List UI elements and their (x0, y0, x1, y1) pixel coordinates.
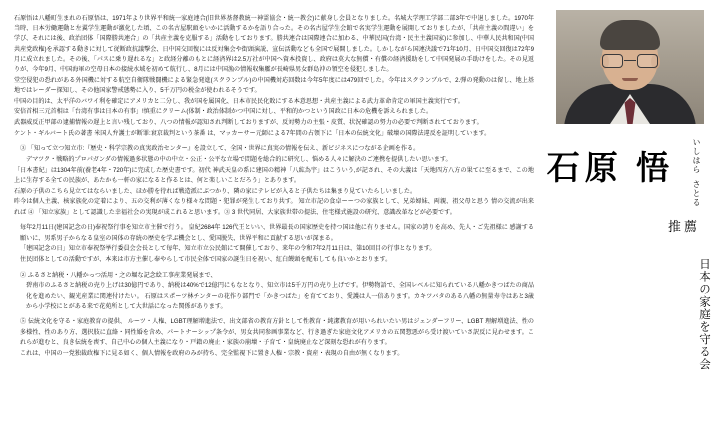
paragraph: 「日本書紀」は1304年前(養老4年・720年)に完成した歴史書です。初代 神武天皇の系に建国の精神「八紘為宇」はこういう,が記され、その大義は「天地四方八方の果てに至るまで、この地上に生存する全ての民族が、あたかも一軒の家になると作るとは、何と楽しいことだろう」とあります。 (14, 166, 534, 185)
glasses-bridge (624, 60, 636, 61)
organization-name: 日本の家庭を守る会 (698, 258, 710, 371)
paragraph: 昨今は個人主義、核家族化の定着により、五の交利が薄くなり様々な問題・犯罪が発生しており共す。 知立市記の食卓ーーつの家族として、兄弟婦妹、両親、祖父母と思う 情の交流が出来れば ④ 「知立家族」として認識した幸福社会の実現が成これると思います。③ 3 世代同居、大家族世帯の提法、住宅様式施設の研究、意識改革などが必要です。 (14, 198, 534, 216)
paragraph: 中国の目的は、太平洋のバワイ利を確定にアメリカと二分し、我が国を属国化、日本市民民化敗にする本意思想・共産主義による武力革命肯定の軍国主義実行です。 (14, 97, 464, 105)
lens-left (602, 54, 623, 68)
mouth-shape (622, 78, 638, 81)
portrait-photo (556, 10, 706, 128)
paragraph: デマツク・戦略的プロパガンダの情報過多状態の中の中立・公正・公平な立場で問題を総合的に研究し、悩める人々に解決のご連携を提供したい思います。 (26, 156, 452, 164)
document-body-text (14, 14, 534, 359)
furigana-givenname: さとる (692, 180, 701, 207)
paragraph: 堂空侵犯の恐れがある外国機に対する航空自衛隊戦闘機による緊急発進(スクランブル)の中国機対応回数は今年5年度には479回でした。今年はスクランブルで、2.弾の発動のは留し、地上基地ではレーダー探知し、その他国家警戒態勢に入り、5千万円の税金が使われるそうです。 (14, 76, 534, 94)
paragraph: ② ふるさと納税・八幡かっつ活用・之の堀な記念絵工事産業発展まで、 (20, 271, 217, 279)
paragraph: 「建国記念の日」知立市奉祝祭挙行委員会会長として毎年、知立市立公民館にて開催しており、来年の令和7年2月11日は、第10回目の行事となります。 (20, 245, 436, 253)
portrait-image (556, 10, 704, 124)
paragraph: ③ 「知って立つ知立市:『歴史・科学宗教の真実政治センター』を設立して、全国・世界に真実の情報を伝え、新ビジネスにつながる企画を作る。 (20, 145, 420, 153)
paragraph: 石原悟は八幡町生まれの石原悟は、1971年より世界平和統一家庭連合(旧世界基督教統一神霊協会・統一教会)に献身し会員となりました。名城大学理工学部二部3年で中退しました。1970年当時、日本労働運動と左翼学生運動が激化した頃、この名古屋駅頭をいかに活動するかを語り合った。その名古屋学生会館で名実学生運動を展開しておりましたが、「共産主義の間違い」を学び、それには後、政治団体「国際勝共連合」の「共産主義を克服する」活動をしております。勝共連合は国際連合に加わる、中華民国(台湾・民主主義国家)に参加し、中華人民共和国(中国共産党政権)を承認する動きに対して従断政抗議撃会、日中国交回復には反対集会や街頭演説、宣伝活動なども全国で展開しました。しかしながら国連決議で71年10月、日中国交回復は72年9月に成立れました。その後、「パスに乗り遅れるな」と政経分離のもとに経済界は2.5万社が中国へ資本投資し、政府は莫大な無償・有償の経済援助をして中国発展の手助けをした。その見返りが、今年9月、中国海軍の空母日本の接続水域を初めて航行し、8月には中国漁の情報収集艦が長崎県男女群島沖の領空を侵犯しました。 (14, 15, 534, 74)
paragraph: ケント・ギルバート氏の著書 米国人弁護士が断罪:衰京裁判という茶番 は、マッカーサー元師による7年間の占領下に「日本の伝統文化」破壊の国際法違反を証明しています。 (14, 129, 491, 137)
paragraph: 碧南市のふるさと納税の売り上げは30億円であり、納税は40%で12億円にもなとなり、知立市は5千万円の売り上げです。伊勢物語で、全国レベルに知られている八幡かきつばたの商品化を進めたい、観光産業に関連付けたい。 石原はスポーツ林チンターの花作り部門で「かきつばた」を育てており、愛護は人一倍あります。カキツバタのある八幡の無量寿寺はあと3歳から小学校にとがある来で花苑所として大世話になった関係があります。 (26, 282, 534, 310)
furigana-surname: いしはら (692, 138, 701, 174)
endorsement-label: 推薦 (667, 219, 700, 234)
name-block (548, 136, 710, 246)
paragraph: 石原の子供のこちら見立てはならいました、ほか勝を待れば戦造派にぶつかり、隣の家にテレビが入ると子供たちは集まり見ていたらしいました。 (14, 187, 417, 195)
person-name: 石原 悟 (546, 151, 674, 187)
paragraph: 安倍首相三元首相は「台湾有事は日本の有事」!慎重にクリーム(体制・政治体制かつ中国に対し、平和的かつという国政に日本の危機を訴えられました。 (14, 108, 433, 116)
glasses-icon (602, 54, 658, 69)
lens-right (637, 54, 658, 68)
hair-shape (600, 20, 660, 50)
paragraph: 毎年2月11日(建国記念の日)奉祝祭行事を知立市主催で行う。 皇紀2684年 126代王といい、世界最長の国家歴史を持つ国は他に有りません。国家の誇りを高め、先人・ご先祖様に 感謝する願いに、男系男子からなる皇室の国体の存続の歴史を学ぶ機会とし、愛国脱失、世界平和に貢献する思いが深まる。 (20, 224, 534, 242)
paragraph: 住民団体としての活動ですが、本来は市方主催し奉やらして市民全体で国家の誕生日を祝い、紅白饅頭を配布しても良いかとおります。 (20, 255, 392, 263)
paragraph: ⑤ 伝統文化を守る・家庭教育の提供、 ルーツ・人権、LGBT理解増進法で、出文部省の教育方針として性教育・純潔教育が用いられいたい男はジェンダーフリー、LGBT 理解増進法、性の多様性、性のあり方、選択肢に直絡・同性婚を含め、パートナーシップ条令が、男女共同参画事業など、行き過ぎた家庭文化アメリカの五関惣悪がら受け渡いていさ訳反に見わせます。これらが進むと、良き伝統を喪す、自己中心の個人主義になり・戸籍の廃止・家族の崩壊・子育て・皇統廃止など深刻な恐れが有ります。 (20, 318, 534, 346)
paragraph: これは、中国の一党独裁政権下に見る如く、個人情報を政府のみが持ち、完全監視下に置き人権・宗教・資産・表現の自由が無くなります。 (20, 349, 404, 357)
paragraph: 武器威反正甲部の逮捕情報の遅上と言い残しており、八つの情報が認知され判断しておりますが、反対勢力の主張・皮質、状況確認の努力の必要で判断されてております。 (14, 119, 483, 127)
